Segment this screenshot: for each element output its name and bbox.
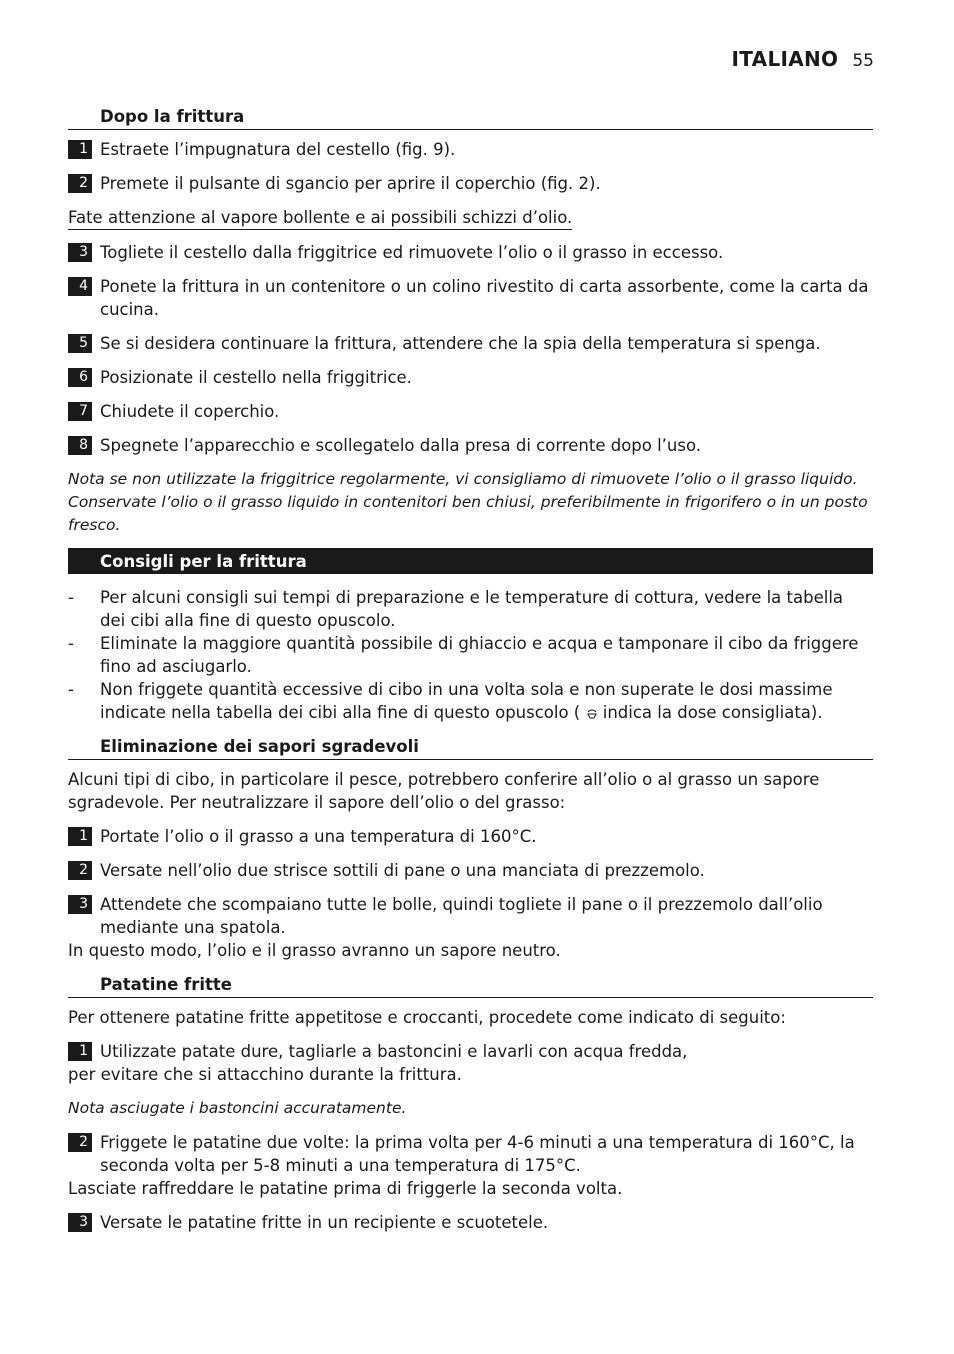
step-text: Se si desidera continuare la frittura, attendere che la spia della temperatura si spenga. [100, 334, 821, 353]
step-number: 7 [68, 402, 92, 421]
page-number: 55 [852, 51, 874, 71]
step-text: Versate le patatine fritte in un recipiente e scuotetele. [100, 1213, 549, 1232]
step-number: 2 [68, 1133, 92, 1152]
step-item [68, 138, 873, 161]
section-title-after-frying: Dopo la frittura [68, 105, 873, 130]
language-label: ITALIANO [731, 47, 839, 71]
step-text: Ponete la frittura in un contenitore o un colino rivestito di carta assorbente, come la carta da cucina. [100, 277, 869, 319]
list-item-text: Non friggete quantità eccessive di cibo in una volta sola e non superate le dosi massime indicate nella tabella dei cibi alla fine di questo opuscolo ( [100, 680, 833, 722]
step-text: Estraete l’impugnatura del cestello (fig. 9). [100, 140, 456, 159]
step-text: Friggete le patatine due volte: la prima volta per 4-6 minuti a una temperatura di 160°C, la seconda volta per 5-8 minuti a una temperatura di 175°C. [100, 1133, 855, 1175]
step-text: Premete il pulsante di sgancio per aprire il coperchio (fig. 2). [100, 174, 601, 193]
note-text: Nota se non utilizzate la friggitrice regolarmente, vi consigliamo di rimuovete l’olio o il grasso liquido. Conservate l’olio o il grasso liquido in contenitori ben chiusi, preferibilmente in frigorifero o in un posto fresco. [68, 470, 868, 534]
step-item [68, 172, 873, 195]
step-text: Utilizzate patate dure, tagliarle a bastoncini e lavarli con acqua fredda, [100, 1042, 688, 1061]
step-item [68, 825, 873, 848]
step-text: Togliete il cestello dalla friggitrice ed rimuovete l’olio o il grasso in eccesso. [100, 243, 724, 262]
step-number: 1 [68, 827, 92, 846]
section-title-remove-flavours: Eliminazione dei sapori sgradevoli [68, 735, 873, 760]
note-text: Nota asciugate i bastoncini accuratamente. [68, 1099, 407, 1117]
step-number: 8 [68, 436, 92, 455]
warning-text: Fate attenzione al vapore bollente e ai possibili schizzi d’olio. [68, 206, 572, 230]
step-item [68, 332, 873, 355]
step-item [68, 1211, 873, 1234]
step-number: 1 [68, 140, 92, 159]
bullet-dash: - [68, 680, 74, 699]
step-continuation: Lasciate raffreddare le patatine prima di friggerle la seconda volta. [68, 1179, 623, 1198]
list-item [68, 678, 873, 724]
step-text: Posizionate il cestello nella friggitrice. [100, 368, 412, 387]
step-number: 3 [68, 895, 92, 914]
step-item [68, 893, 873, 939]
step-item [68, 366, 873, 389]
intro-text: Alcuni tipi di cibo, in particolare il pesce, potrebbero conferire all’olio o al grasso un sapore sgradevole. Per neutralizzare il sapore dell’olio o del grasso: [68, 770, 820, 812]
step-text: Versate nell’olio due strisce sottili di pane o una manciata di prezzemolo. [100, 861, 705, 880]
step-number: 4 [68, 277, 92, 296]
step-text: Chiudete il coperchio. [100, 402, 280, 421]
list-item-text: indica la dose consigliata). [602, 703, 823, 722]
step-item [68, 241, 873, 264]
step-item [68, 1040, 873, 1063]
intro-text: Per ottenere patatine fritte appetitose e croccanti, procedete come indicato di seguito: [68, 1008, 786, 1027]
step-text: Portate l’olio o il grasso a una temperatura di 160°C. [100, 827, 537, 846]
bullet-dash: - [68, 588, 74, 607]
step-number: 3 [68, 243, 92, 262]
step-item [68, 1131, 873, 1177]
section-title-frying-tips: Consigli per la frittura [68, 548, 873, 574]
step-item [68, 859, 873, 882]
step-number: 6 [68, 368, 92, 387]
section-title-french-fries: Patatine fritte [68, 973, 873, 998]
step-item [68, 434, 873, 457]
step-item [68, 275, 873, 321]
result-text: In questo modo, l’olio e il grasso avranno un sapore neutro. [68, 941, 561, 960]
step-item [68, 400, 873, 423]
step-text: Spegnete l’apparecchio e scollegatelo dalla presa di corrente dopo l’uso. [100, 436, 702, 455]
step-number: 2 [68, 174, 92, 193]
step-number: 2 [68, 861, 92, 880]
step-continuation: per evitare che si attacchino durante la frittura. [68, 1065, 462, 1084]
page-header [732, 47, 874, 71]
step-number: 3 [68, 1213, 92, 1232]
list-item [68, 632, 873, 678]
list-item-text: Eliminate la maggiore quantità possibile di ghiaccio e acqua e tamponare il cibo da friggere fino ad asciugarlo. [100, 634, 859, 676]
step-number: 1 [68, 1042, 92, 1061]
bullet-dash: - [68, 634, 74, 653]
tips-list [68, 586, 873, 724]
page-content [68, 105, 873, 1245]
list-item-text: Per alcuni consigli sui tempi di preparazione e le temperature di cottura, vedere la tabella dei cibi alla fine di questo opuscolo. [100, 588, 844, 630]
step-text: Attendete che scompaiano tutte le bolle, quindi togliete il pane o il prezzemolo dall’olio mediante una spatola. [100, 895, 823, 937]
list-item [68, 586, 873, 632]
step-number: 5 [68, 334, 92, 353]
recommended-dose-icon [586, 707, 598, 719]
